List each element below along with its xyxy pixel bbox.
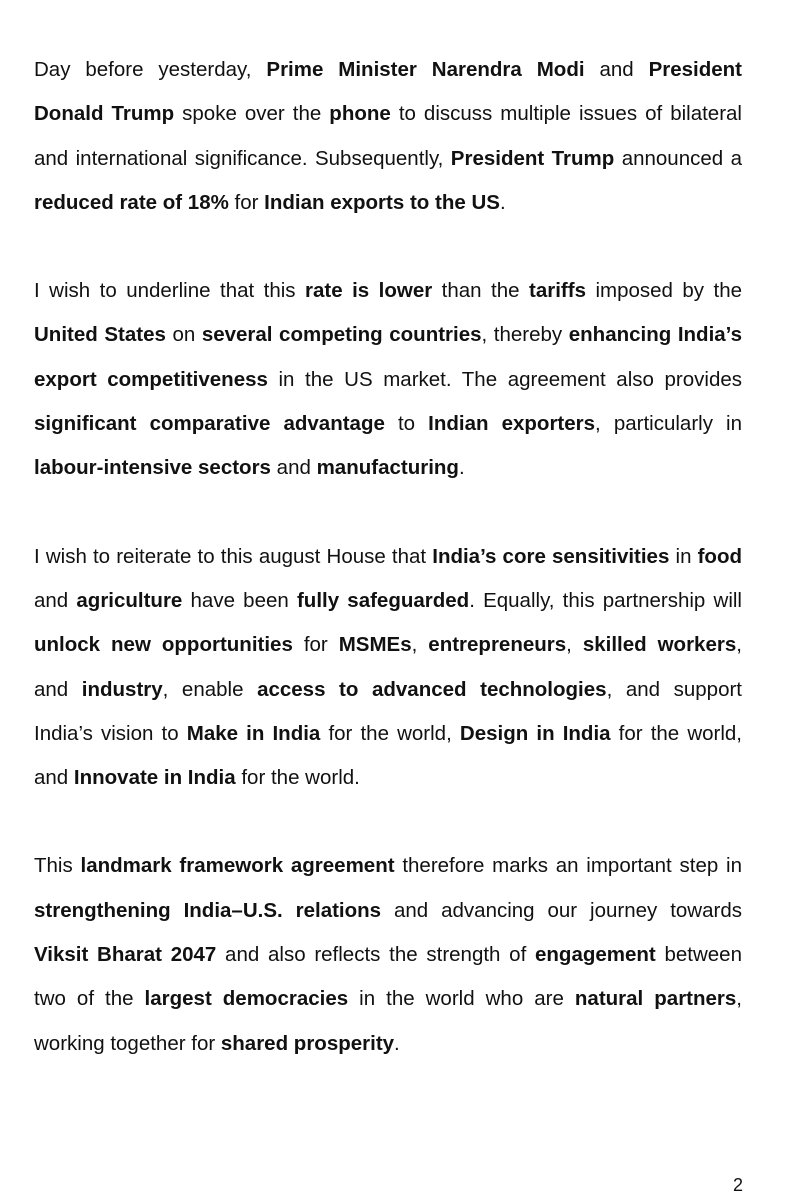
- text-run: ,: [411, 633, 429, 657]
- paragraph: [34, 535, 742, 801]
- bold-phrase: manufacturing: [316, 456, 459, 480]
- bold-phrase: President Trump: [450, 146, 615, 170]
- text-run: than the: [432, 279, 530, 303]
- text-run: in the world who are: [348, 987, 575, 1011]
- bold-phrase: tariffs: [529, 279, 586, 303]
- bold-phrase: industry: [81, 677, 163, 701]
- paragraph: [34, 844, 742, 1065]
- bold-phrase: access to advanced technologies: [257, 677, 607, 701]
- text-run: .: [458, 456, 465, 480]
- bold-phrase: food: [697, 544, 743, 568]
- text-run: for: [228, 190, 265, 214]
- text-run: on: [165, 323, 202, 347]
- bold-phrase: Indian exporters: [428, 412, 596, 436]
- text-run: and also reflects the strength of: [216, 943, 535, 967]
- bold-phrase: significant comparative advantage: [34, 412, 385, 436]
- bold-phrase: entrepreneurs: [428, 633, 567, 657]
- bold-phrase: Viksit Bharat 2047: [34, 943, 217, 967]
- bold-phrase: United States: [34, 323, 166, 347]
- text-run: Day before yesterday,: [34, 58, 267, 81]
- document-page: [34, 48, 742, 1110]
- bold-phrase: engagement: [535, 943, 656, 967]
- bold-phrase: rate is lower: [305, 279, 433, 303]
- text-run: and: [34, 588, 77, 612]
- text-run: for the world,: [320, 721, 460, 745]
- text-run: , and support India’s vision to: [34, 677, 742, 745]
- bold-phrase: enhancing India’s export competitiveness: [34, 323, 742, 391]
- bold-phrase: Innovate in India: [73, 766, 236, 790]
- bold-phrase: largest democracies: [144, 987, 349, 1011]
- text-run: spoke over the: [174, 102, 330, 126]
- text-run: between two of the: [34, 943, 742, 1011]
- text-run: therefore marks an important step in: [394, 854, 742, 878]
- bold-phrase: labour-intensive sectors: [34, 456, 271, 480]
- bold-phrase: reduced rate of 18%: [34, 190, 229, 214]
- text-run: .: [499, 190, 506, 214]
- bold-phrase: Indian exports to the US: [264, 190, 500, 214]
- text-run: to: [384, 412, 429, 436]
- text-run: announced a: [614, 146, 742, 170]
- bold-phrase: skilled workers: [582, 633, 737, 657]
- text-run: in: [669, 544, 698, 568]
- bold-phrase: Make in India: [186, 721, 321, 745]
- text-run: for: [292, 633, 339, 657]
- bold-phrase: unlock new opportunities: [34, 633, 293, 657]
- bold-phrase: landmark framework agreement: [80, 854, 395, 878]
- bold-phrase: fully safeguarded: [296, 588, 470, 612]
- bold-phrase: phone: [329, 102, 391, 126]
- text-run: This: [34, 854, 81, 878]
- bold-phrase: agriculture: [76, 588, 183, 612]
- page-number: 2: [732, 1175, 743, 1195]
- text-run: to discuss multiple issues of bilateral and international significance. Subsequently,: [34, 102, 742, 170]
- text-run: ,: [566, 633, 583, 657]
- text-run: imposed by the: [585, 279, 743, 303]
- text-run: in the US market. The agreement also provides: [267, 367, 742, 391]
- paragraph: [34, 269, 742, 490]
- bold-phrase: MSMEs: [338, 633, 412, 657]
- text-run: , working together for: [34, 987, 742, 1055]
- text-run: I wish to reiterate to this august House that: [34, 544, 433, 568]
- bold-phrase: President Donald Trump: [34, 58, 742, 126]
- bold-phrase: shared prosperity: [220, 1031, 395, 1055]
- text-run: and advancing our journey towards: [381, 898, 742, 922]
- bold-phrase: several competing countries: [201, 323, 482, 347]
- text-run: for the world, and: [34, 721, 743, 790]
- text-run: .: [394, 1031, 400, 1055]
- text-run: for the world.: [235, 766, 360, 790]
- paragraph: [34, 48, 742, 225]
- bold-phrase: Prime Minister Narendra Modi: [266, 58, 585, 81]
- bold-phrase: Design in India: [459, 721, 611, 745]
- text-run: have been: [182, 588, 297, 612]
- text-run: and: [584, 58, 649, 81]
- text-run: . Equally, this partnership will: [469, 588, 742, 612]
- text-run: , particularly in: [595, 412, 742, 436]
- text-run: , and: [34, 633, 742, 701]
- bold-phrase: natural partners: [574, 987, 737, 1011]
- text-run: and: [270, 456, 317, 480]
- text-run: I wish to underline that this: [34, 279, 306, 303]
- text-run: , thereby: [481, 323, 569, 347]
- text-run: , enable: [162, 677, 258, 701]
- bold-phrase: India’s core sensitivities: [432, 544, 670, 568]
- bold-phrase: strengthening India–U.S. relations: [34, 898, 382, 922]
